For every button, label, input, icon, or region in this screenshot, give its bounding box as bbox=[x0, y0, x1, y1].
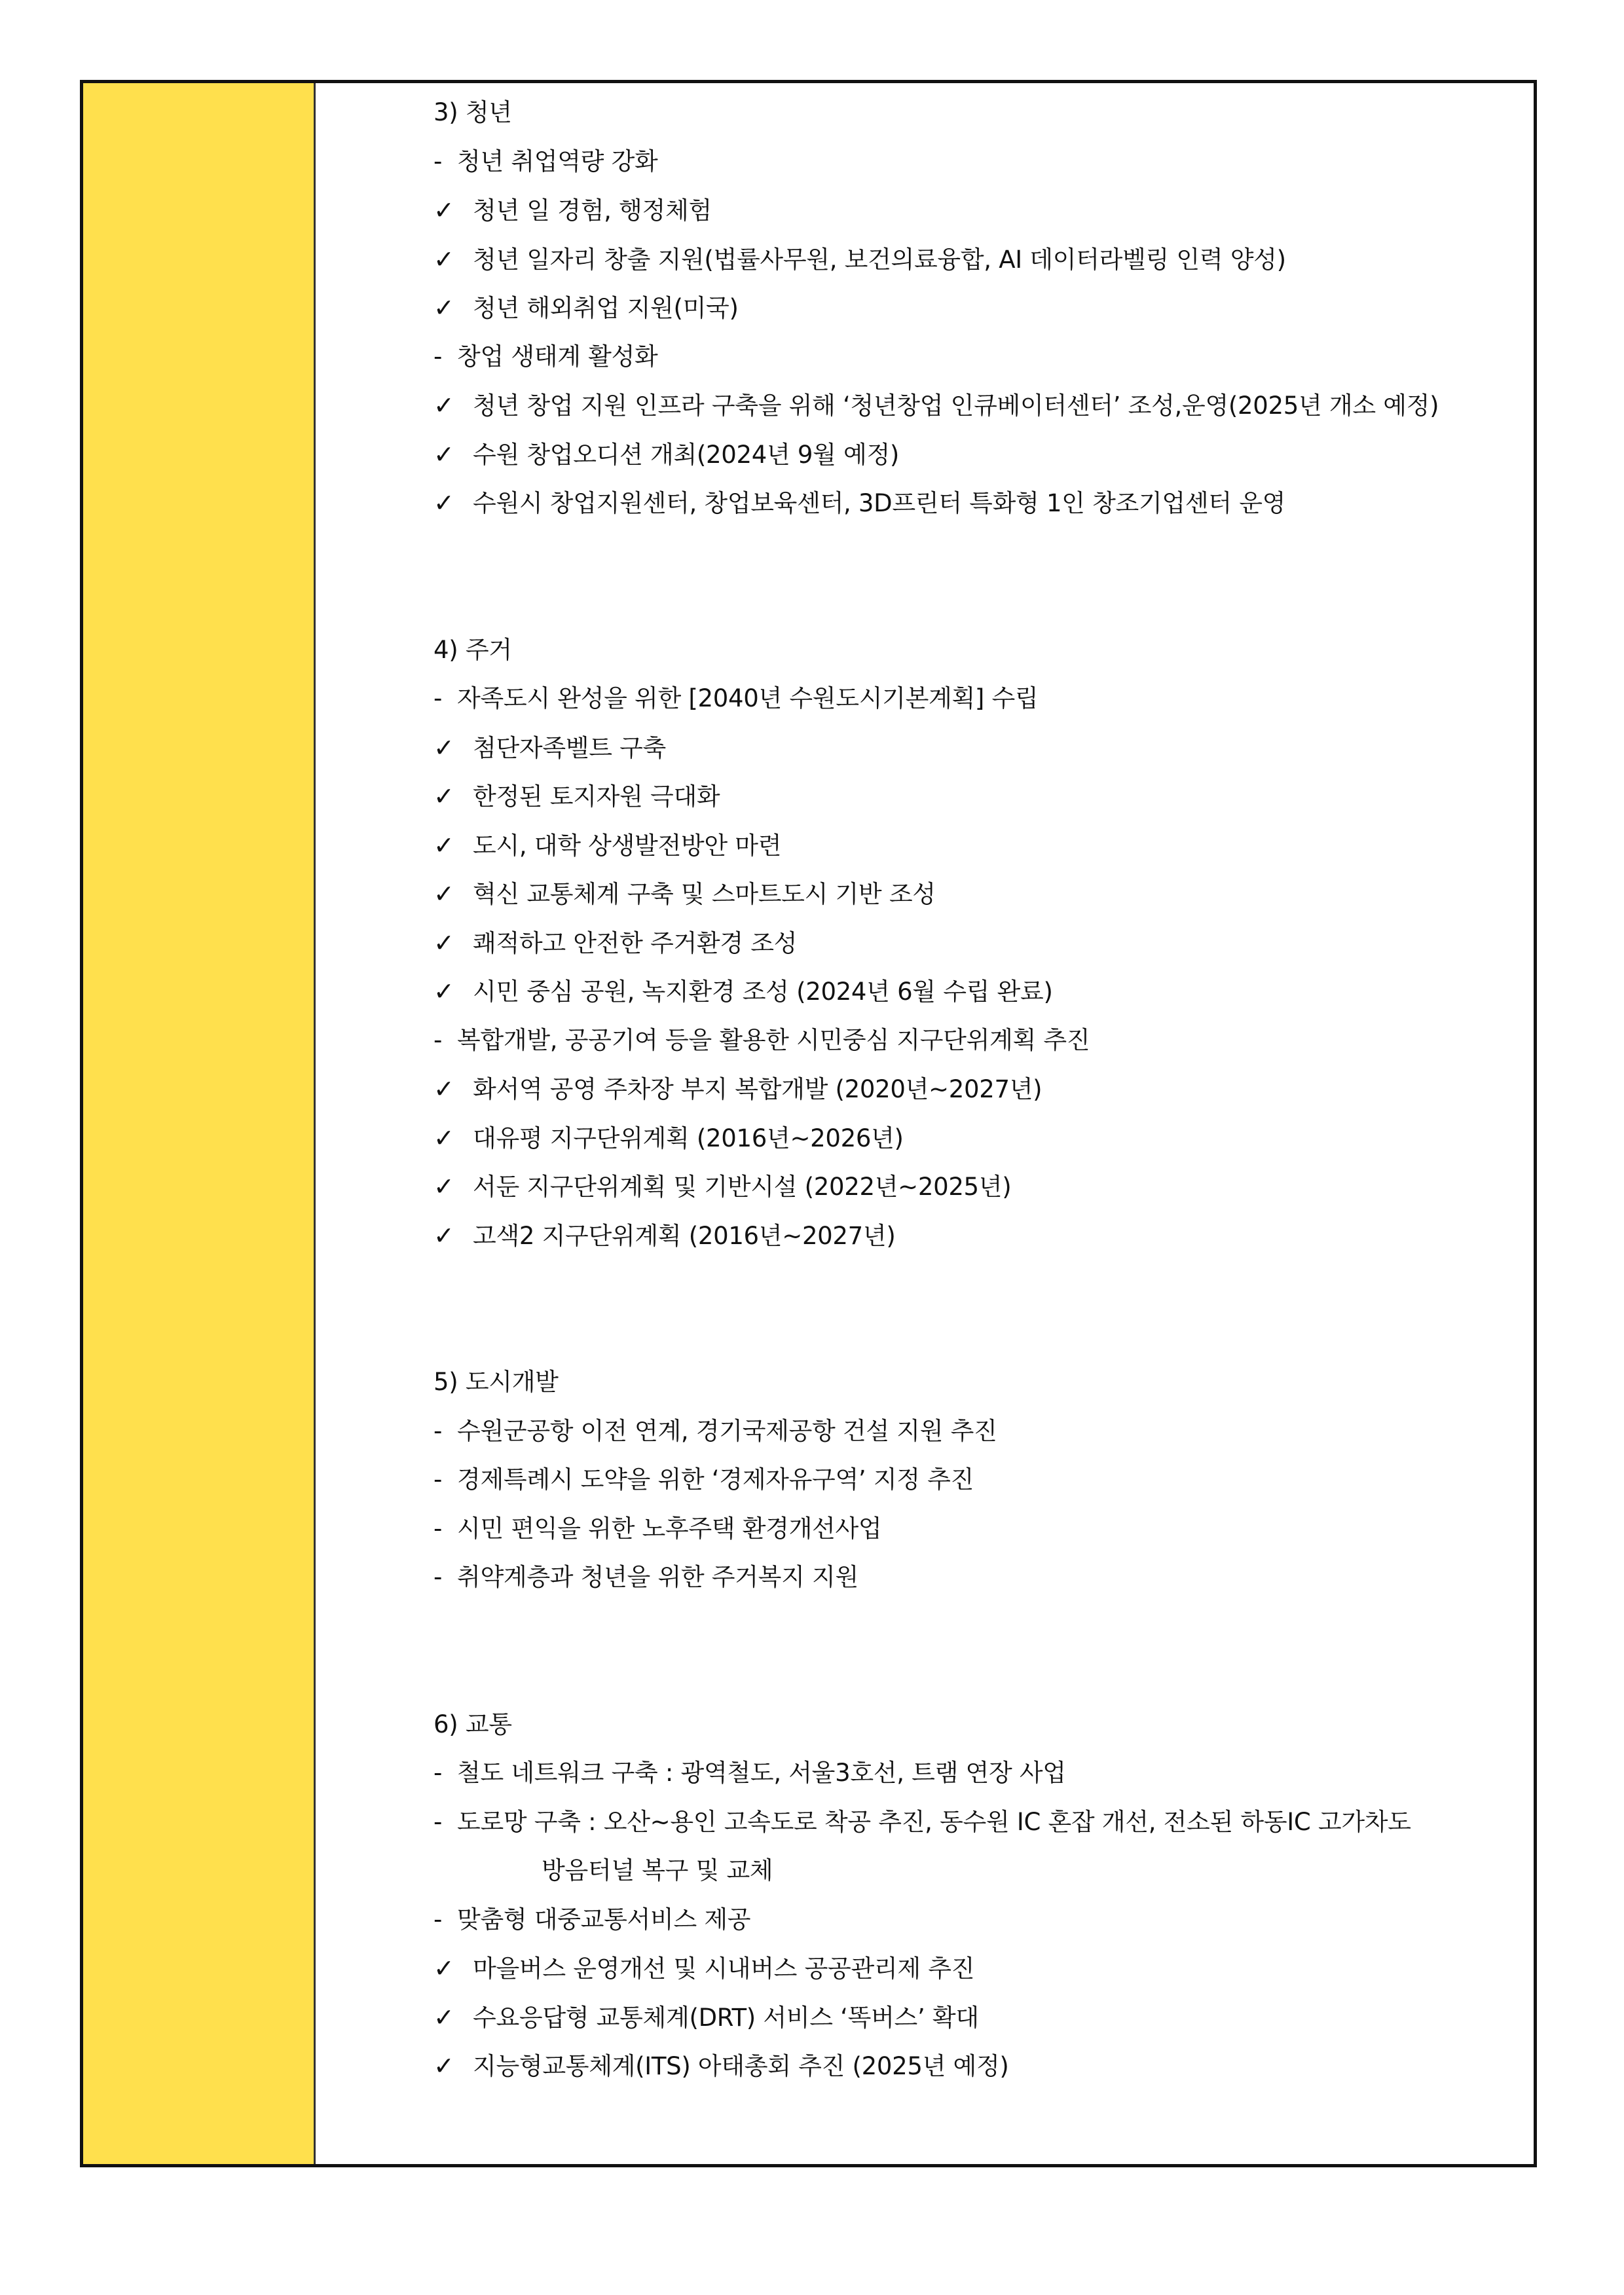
checkmark-icon: ✓ bbox=[434, 196, 454, 225]
dash-bullet: - bbox=[434, 1025, 443, 1054]
dash-list-item bbox=[434, 1407, 1534, 1456]
checkmark-icon: ✓ bbox=[434, 439, 454, 469]
checklist-item bbox=[434, 967, 1534, 1016]
checklist-item bbox=[434, 870, 1534, 919]
checklist-item bbox=[434, 381, 1534, 430]
list-item-text: 맞춤형 대중교통서비스 제공 bbox=[457, 1905, 751, 1934]
dash-bullet: - bbox=[434, 1807, 443, 1836]
dash-list-item bbox=[434, 1798, 1534, 1847]
list-item-text: 청년 해외취업 지원(미국) bbox=[473, 294, 739, 322]
list-item-text: 고색2 지구단위계획 (2016년~2027년) bbox=[473, 1221, 896, 1250]
checklist-item bbox=[434, 1114, 1534, 1163]
dash-bullet: - bbox=[434, 1465, 443, 1494]
checklist-item bbox=[434, 772, 1534, 821]
list-item-text: 철도 네트워크 구축 : 광역철도, 서울3호선, 트램 연장 사업 bbox=[457, 1759, 1066, 1787]
checkmark-icon: ✓ bbox=[434, 2051, 454, 2080]
checklist-item bbox=[434, 1065, 1534, 1114]
section-heading: 6) 교통 bbox=[434, 1710, 512, 1738]
section bbox=[434, 626, 1534, 1260]
checklist-item bbox=[434, 479, 1534, 528]
section bbox=[434, 1358, 1534, 1602]
list-item-text: 청년 창업 지원 인프라 구축을 위해 ‘청년창업 인큐베이터센터’ 조성,운영(2025년 개소 예정) bbox=[473, 392, 1439, 420]
checkmark-icon: ✓ bbox=[434, 391, 454, 420]
checklist-item bbox=[434, 1162, 1534, 1211]
list-item-text: 첨단자족벨트 구축 bbox=[473, 733, 666, 762]
dash-list-item bbox=[434, 1456, 1534, 1505]
list-item-text: 서둔 지구단위계획 및 기반시설 (2022년~2025년) bbox=[473, 1173, 1012, 1201]
dash-bullet: - bbox=[434, 342, 443, 371]
section-heading: 4) 주거 bbox=[434, 635, 512, 664]
list-item-text: 한정된 토지자원 극대화 bbox=[473, 782, 720, 811]
list-item-text: 청년 일자리 창출 지원(법률사무원, 보건의료융합, AI 데이터라벨링 인력 양성) bbox=[473, 245, 1286, 274]
section bbox=[434, 88, 1534, 528]
list-item-continuation: 방음터널 복구 및 교체 bbox=[542, 1856, 773, 1884]
dash-bullet: - bbox=[434, 147, 443, 175]
dash-bullet: - bbox=[434, 1905, 443, 1934]
checklist-item bbox=[434, 724, 1534, 773]
dash-list-item bbox=[434, 1016, 1534, 1065]
checklist-item bbox=[434, 430, 1534, 479]
dash-list-item bbox=[434, 1749, 1534, 1798]
list-item-text: 시민 중심 공원, 녹지환경 조성 (2024년 6월 수립 완료) bbox=[473, 978, 1053, 1006]
list-item-text: 수요응답형 교통체계(DRT) 서비스 ‘똑버스’ 확대 bbox=[473, 2003, 979, 2032]
checkmark-icon: ✓ bbox=[434, 928, 454, 957]
list-item-text: 혁신 교통체계 구축 및 스마트도시 기반 조성 bbox=[473, 880, 936, 908]
dash-list-item bbox=[434, 674, 1534, 724]
list-item-text: 취약계층과 청년을 위한 주거복지 지원 bbox=[457, 1563, 858, 1591]
checkmark-icon: ✓ bbox=[434, 782, 454, 811]
list-item-text: 지능형교통체계(ITS) 아태총회 추진 (2025년 예정) bbox=[473, 2052, 1009, 2080]
list-item-text: 경제특례시 도약을 위한 ‘경제자유구역’ 지정 추진 bbox=[457, 1465, 974, 1494]
dash-bullet: - bbox=[434, 1759, 443, 1787]
checklist-item bbox=[434, 1211, 1534, 1260]
list-item-text: 마을버스 운영개선 및 시내버스 공공관리제 추진 bbox=[473, 1955, 975, 1983]
list-item-text: 자족도시 완성을 위한 [2040년 수원도시기본계획] 수립 bbox=[457, 684, 1039, 712]
checkmark-icon: ✓ bbox=[434, 830, 454, 860]
checklist-item bbox=[434, 1993, 1534, 2042]
checkmark-icon: ✓ bbox=[434, 1221, 454, 1250]
checkmark-icon: ✓ bbox=[434, 1123, 454, 1152]
list-item-text: 도로망 구축 : 오산~용인 고속도로 착공 추진, 동수원 IC 혼잡 개선, 전소된 하동IC 고가차도 bbox=[457, 1807, 1411, 1836]
list-item-text: 쾌적하고 안전한 주거환경 조성 bbox=[473, 928, 798, 957]
dash-list-item bbox=[434, 1553, 1534, 1602]
checkmark-icon: ✓ bbox=[434, 244, 454, 274]
list-item-text: 청년 취업역량 강화 bbox=[457, 147, 658, 175]
list-item-text: 화서역 공영 주차장 부지 복합개발 (2020년~2027년) bbox=[473, 1075, 1043, 1103]
checkmark-icon: ✓ bbox=[434, 488, 454, 517]
document-body bbox=[316, 83, 1534, 2164]
dash-list-item bbox=[434, 138, 1534, 187]
dash-bullet: - bbox=[434, 1514, 443, 1543]
section-heading: 3) 청년 bbox=[434, 98, 512, 126]
checkmark-icon: ✓ bbox=[434, 879, 454, 908]
checklist-item bbox=[434, 1944, 1534, 1993]
dash-list-item bbox=[434, 333, 1534, 382]
list-item-text: 도시, 대학 상생발전방안 마련 bbox=[473, 831, 782, 860]
checklist-item bbox=[434, 186, 1534, 235]
checkmark-icon: ✓ bbox=[434, 2002, 454, 2032]
checkmark-icon: ✓ bbox=[434, 1954, 454, 1983]
checklist-item bbox=[434, 821, 1534, 870]
checkmark-icon: ✓ bbox=[434, 977, 454, 1006]
list-item-text: 수원시 창업지원센터, 창업보육센터, 3D프린터 특화형 1인 창조기업센터 운영 bbox=[473, 489, 1286, 517]
list-item-text: 창업 생태계 활성화 bbox=[457, 342, 658, 371]
content-frame bbox=[80, 80, 1537, 2167]
checkmark-icon: ✓ bbox=[434, 733, 454, 762]
checklist-item bbox=[434, 2042, 1534, 2091]
checklist-item bbox=[434, 284, 1534, 333]
dash-list-item bbox=[434, 1505, 1534, 1554]
checklist-item bbox=[434, 235, 1534, 284]
list-item-text: 복합개발, 공공기여 등을 활용한 시민중심 지구단위계획 추진 bbox=[457, 1025, 1090, 1054]
checkmark-icon: ✓ bbox=[434, 293, 454, 322]
dash-list-item bbox=[434, 1896, 1534, 1945]
section-heading: 5) 도시개발 bbox=[434, 1368, 559, 1396]
list-item-text: 시민 편익을 위한 노후주택 환경개선사업 bbox=[457, 1514, 882, 1543]
dash-bullet: - bbox=[434, 684, 443, 712]
dash-bullet: - bbox=[434, 1563, 443, 1591]
section bbox=[434, 1700, 1534, 2091]
checklist-item bbox=[434, 919, 1534, 968]
list-item-text: 수원 창업오디션 개최(2024년 9월 예정) bbox=[473, 440, 900, 469]
checkmark-icon: ✓ bbox=[434, 1074, 454, 1103]
list-item-text: 청년 일 경험, 행정체험 bbox=[473, 196, 712, 225]
side-color-column bbox=[83, 83, 316, 2164]
list-item-text: 대유평 지구단위계획 (2016년~2026년) bbox=[473, 1124, 904, 1152]
list-item-text: 수원군공항 이전 연계, 경기국제공항 건설 지원 추진 bbox=[457, 1416, 997, 1445]
checkmark-icon: ✓ bbox=[434, 1172, 454, 1201]
dash-bullet: - bbox=[434, 1416, 443, 1445]
